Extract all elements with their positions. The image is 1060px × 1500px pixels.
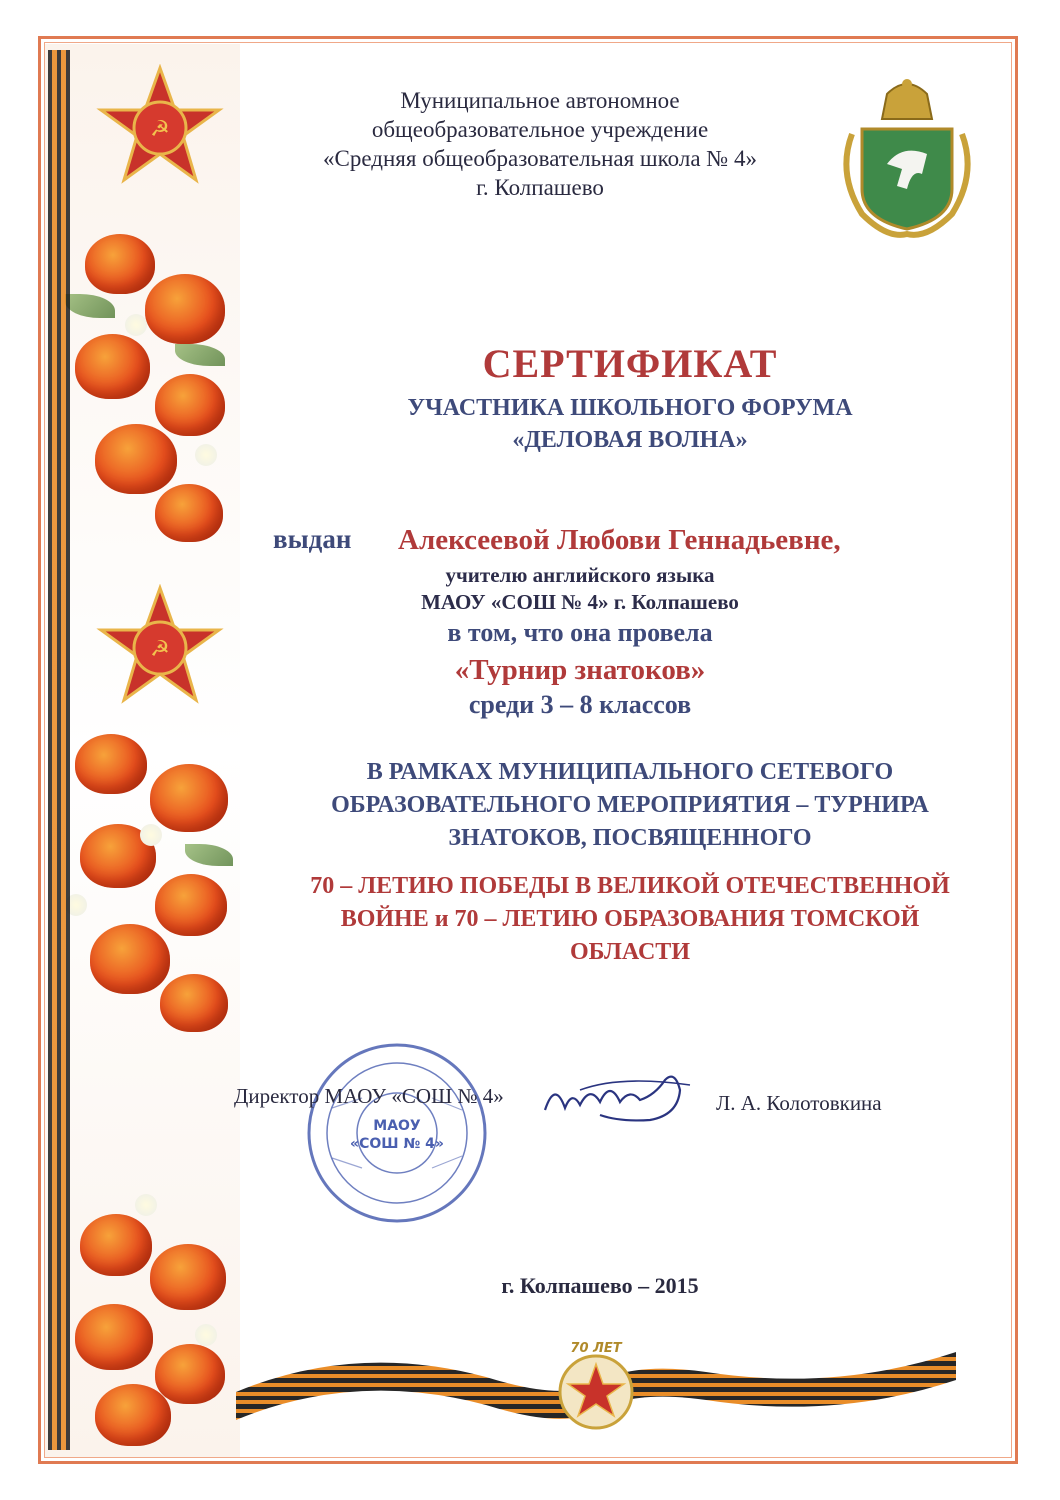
director-label: Директор МАОУ «СОШ № 4»: [234, 1084, 504, 1108]
recipient-school: МАОУ «СОШ № 4» г. Колпашево: [421, 590, 739, 614]
recipient-position: учителю английского языка: [445, 563, 715, 587]
leaf-decoration: [175, 344, 225, 366]
tulip-decoration: [75, 1304, 153, 1370]
subtitle-line: УЧАСТНИКА ШКОЛЬНОГО ФОРУМА: [407, 395, 853, 421]
white-flower-decoration: [195, 1324, 217, 1346]
white-flower-decoration: [125, 314, 147, 336]
institution-line: «Средняя общеобразовательная школа № 4»: [323, 146, 757, 171]
tulip-decoration: [95, 424, 177, 494]
tulip-decoration: [80, 1214, 152, 1276]
svg-text:☭: ☭: [150, 637, 170, 662]
svg-text:☭: ☭: [150, 117, 170, 142]
tulip-decoration: [145, 274, 225, 344]
statement: в том, что она провела: [447, 618, 713, 647]
recipient-details: [300, 562, 860, 616]
certificate-subtitle: [240, 392, 1020, 456]
official-stamp: [302, 1038, 492, 1228]
issued-label: выдан: [273, 524, 352, 554]
tulip-decoration: [75, 734, 147, 794]
institution-header: [300, 86, 780, 202]
tulip-decoration: [85, 234, 155, 294]
institution-city: г. Колпашево: [476, 175, 604, 200]
recipient-name: Алексеевой Любови Геннадьевне,: [398, 524, 841, 556]
tulip-decoration: [155, 484, 223, 542]
tulip-decoration: [155, 374, 225, 436]
tulip-decoration: [95, 1384, 171, 1446]
white-flower-decoration: [140, 824, 162, 846]
handwritten-signature: [540, 1060, 700, 1130]
stamp-text: «СОШ № 4»: [350, 1136, 444, 1152]
framework-line: В РАМКАХ МУНИЦИПАЛЬНОГО СЕТЕВОГО: [366, 759, 894, 785]
stamp-text: МАОУ: [373, 1118, 421, 1134]
st-george-ribbon-vertical: [48, 50, 70, 1450]
institution-line: общеобразовательное учреждение: [371, 117, 709, 142]
white-flower-decoration: [135, 1194, 157, 1216]
signer-name: Л. А. Колотовкина: [716, 1091, 882, 1115]
framework-text: [240, 756, 1020, 855]
tulip-decoration: [150, 764, 228, 832]
event-name: «Турнир знатоков»: [454, 654, 706, 686]
white-flower-decoration: [195, 444, 217, 466]
tulip-decoration: [150, 1244, 226, 1310]
institution-line: Муниципальное автономное: [400, 88, 680, 113]
tulip-decoration: [160, 974, 228, 1032]
tulip-decoration: [90, 924, 170, 994]
jubilee-text: [240, 870, 1020, 969]
coat-of-arms-icon: [832, 74, 982, 244]
certificate-title: СЕРТИФИКАТ: [482, 341, 778, 386]
jubilee-line: 70 – ЛЕТИЮ ПОБЕДЫ В ВЕЛИКОЙ ОТЕЧЕСТВЕННОЙ: [310, 873, 950, 899]
emblem-text: 70 ЛЕТ: [570, 1341, 622, 1356]
leaf-decoration: [65, 294, 115, 318]
left-floral-border: [45, 44, 240, 1457]
tulip-decoration: [155, 874, 227, 936]
tulip-decoration: [75, 334, 150, 399]
framework-line: ЗНАТОКОВ, ПОСВЯЩЕННОГО: [448, 825, 812, 851]
leaf-decoration: [185, 844, 233, 866]
st-george-ribbon-bottom: [236, 1322, 956, 1452]
forum-name: «ДЕЛОВАЯ ВОЛНА»: [512, 427, 748, 453]
framework-line: ОБРАЗОВАТЕЛЬНОГО МЕРОПРИЯТИЯ – ТУРНИРА: [331, 792, 929, 818]
jubilee-line: ОБЛАСТИ: [570, 939, 690, 965]
event-classes: среди 3 – 8 классов: [468, 690, 692, 719]
order-star-icon: [95, 584, 225, 714]
jubilee-line: ВОЙНЕ и 70 – ЛЕТИЮ ОБРАЗОВАНИЯ ТОМСКОЙ: [340, 906, 920, 932]
city-year: г. Колпашево – 2015: [501, 1273, 699, 1298]
order-star-icon: [95, 64, 225, 194]
tulip-decoration: [155, 1344, 225, 1404]
